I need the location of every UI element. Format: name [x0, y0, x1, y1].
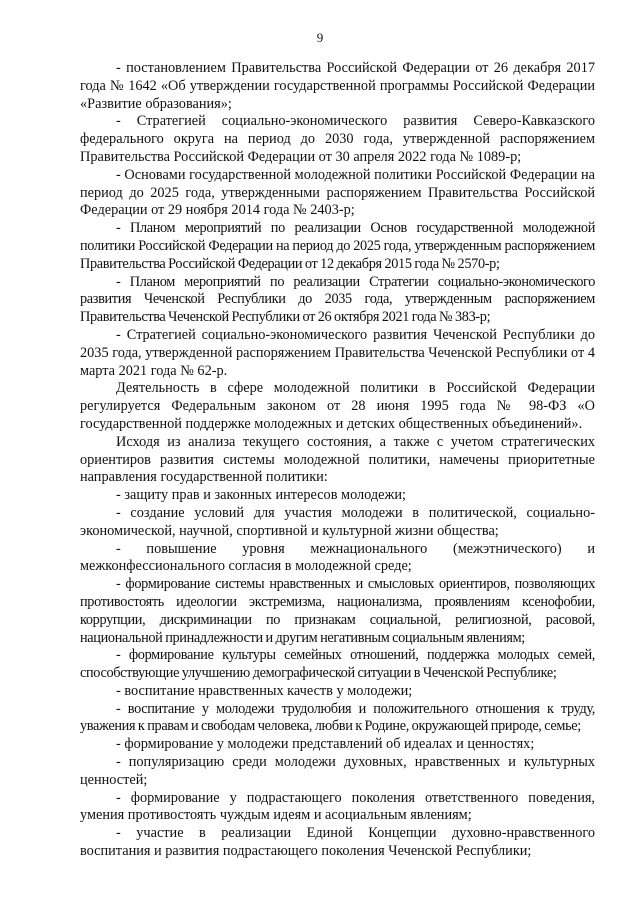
- list-item-6: - воспитание нравственных качеств у молодежи;: [116, 682, 413, 699]
- list-item-5: - формирование культуры семейных отношений, поддержка молодых семей, способствующие улучшению демографической ситуации в Чеченской Республике;: [80, 647, 595, 682]
- list-item-10: - формирование у подрастающего поколения ответственного поведения, умения противостоять чуждым идеям и асоциальным явлениям;: [80, 789, 595, 824]
- page-number: 9: [316, 30, 324, 45]
- paragraph-8: Исходя из анализа текущего состояния, а также с учетом стратегических ориентиров развития системы молодежной политики, намечены приоритетные направления государственной политики:: [80, 433, 595, 486]
- document-body: [80, 60, 595, 861]
- paragraph-2: - Стратегией социально-экономического развития Северо-Кавказского федерального округа на период до 2030 года, утвержденной распоряжением Правительства Российской Федерации от 30 апреля 2022 года № 1089-р;: [80, 113, 595, 165]
- paragraph-5: - Планом мероприятий по реализации Стратегии социально-экономического развития Чеченской Республики до 2035 года, утвержденным распоряжением Правительства Чеченской Республики от 26 октября 2021 года № 383-р;: [80, 273, 595, 326]
- paragraph-4: - Планом мероприятий по реализации Основ государственной молодежной политики Российской Федерации на период до 2025 года, утвержденным распоряжением Правительства Российской Федерации от 12 декабря 2015 года № 2570-р;: [80, 220, 595, 272]
- list-item-11: - участие в реализации Единой Концепции духовно-нравственного воспитания и развития подрастающего поколения Чеченской Республики;: [80, 825, 595, 860]
- list-item-7: - воспитание у молодежи трудолюбия и положительного отношения к труду, уважения к правам и свободам человека, любви к Родине, окружающей природе, семье;: [80, 700, 595, 735]
- paragraph-7: Деятельность в сфере молодежной политики в Российской Федерации регулируется Федеральным законом от 28 июня 1995 года № 98-ФЗ «О государственной поддержке молодежных и детских общественных объединений».: [80, 380, 595, 432]
- paragraph-1: - постановлением Правительства Российской Федерации от 26 декабря 2017 года № 1642 «Об утверждении государственной программы Российской Федерации «Развитие образования»;: [80, 60, 595, 112]
- list-item-3: - повышение уровня межнационального (межэтнического) и межконфессионального согласия в молодежной среде;: [80, 540, 595, 575]
- paragraph-3: - Основами государственной молодежной политики Российской Федерации на период до 2025 года, утвержденными распоряжением Правительства Российской Федерации от 29 ноября 2014 года № 2403-р;: [80, 166, 595, 219]
- list-item-9: - популяризацию среди молодежи духовных, нравственных и культурных ценностей;: [80, 754, 595, 788]
- list-item-2: - создание условий для участия молодежи в политической, социально-экономической, научной, спортивной и культурной жизни общества;: [80, 504, 595, 539]
- list-item-1: - защиту прав и законных интересов молодежи;: [116, 487, 407, 504]
- paragraph-6: - Стратегией социально-экономического развития Чеченской Республики до 2035 года, утвержденной распоряжением Правительства Чеченской Республики от 4 марта 2021 года № 62-р.: [80, 326, 595, 379]
- list-item-4: - формирование системы нравственных и смысловых ориентиров, позволяющих противостоять идеологии экстремизма, национализма, проявлениям ксенофобии, коррупции, дискриминации по признакам социальной, религиозной, расовой, национальной принадлежности и другим негативным социальным явлениям;: [80, 576, 595, 646]
- list-item-8: - формирование у молодежи представлений об идеалах и ценностях;: [116, 736, 535, 753]
